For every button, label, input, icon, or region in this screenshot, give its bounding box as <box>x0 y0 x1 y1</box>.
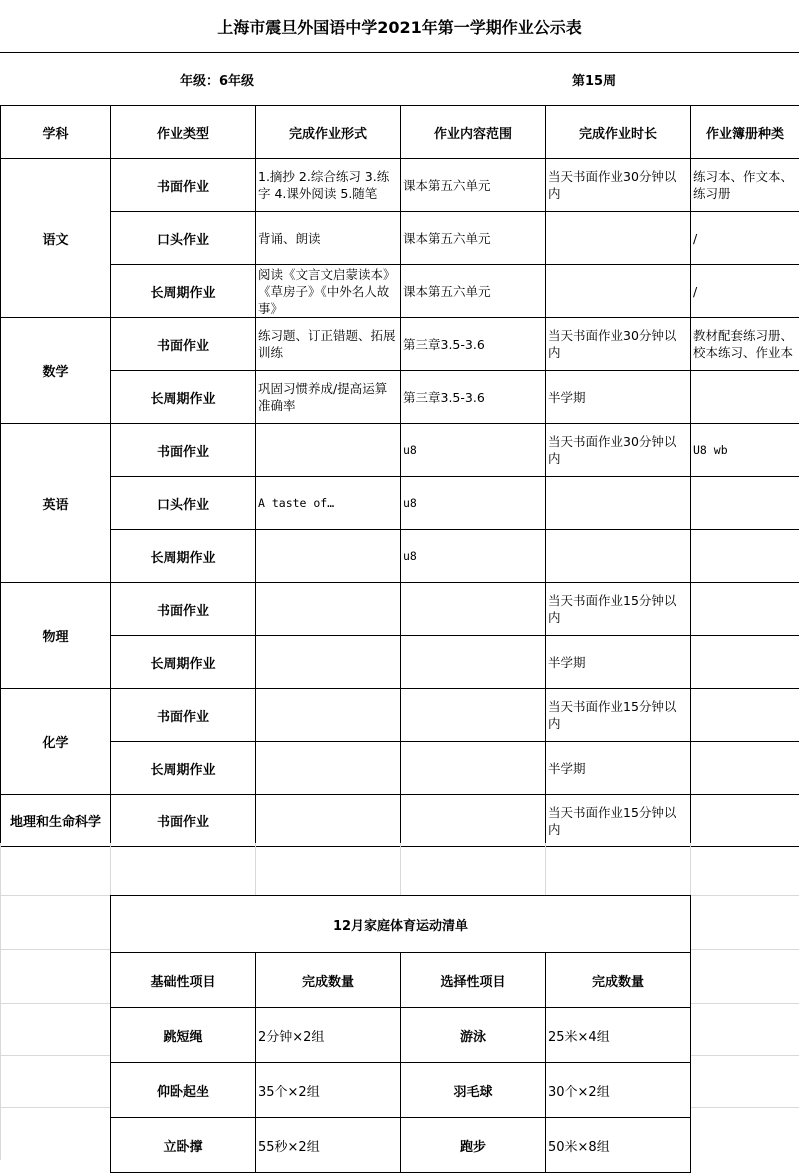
grid-line <box>255 843 256 895</box>
header-cell: 学科 <box>1 106 111 159</box>
scope-cell: 课本第五六单元 <box>401 265 546 318</box>
week-label: 第15周 <box>572 70 616 89</box>
scope-cell: u8 <box>401 477 546 530</box>
grid-line <box>400 843 401 895</box>
scope-cell: u8 <box>401 530 546 583</box>
book-cell: / <box>691 265 799 318</box>
book-cell <box>691 530 799 583</box>
table-row <box>1 265 799 318</box>
form-cell <box>256 424 401 477</box>
form-cell: 巩固习惯养成/提高运算准确率 <box>256 371 401 424</box>
table-row <box>1 212 799 265</box>
table-row <box>1 583 799 636</box>
time-cell <box>546 265 691 318</box>
type-cell: 书面作业 <box>111 689 256 742</box>
scope-cell <box>401 689 546 742</box>
time-cell: 半学期 <box>546 636 691 689</box>
book-cell: 教材配套练习册、校本练习、作业本 <box>691 318 799 371</box>
grade-label: 年级：6年级 <box>180 70 254 89</box>
table-row <box>1 636 799 689</box>
subject-cell: 数学 <box>1 318 111 424</box>
book-cell <box>691 371 799 424</box>
time-cell: 当天书面作业15分钟以内 <box>546 689 691 742</box>
book-cell: 练习本、作文本、练习册 <box>691 159 799 212</box>
time-cell: 当天书面作业30分钟以内 <box>546 424 691 477</box>
table-row <box>1 530 799 583</box>
optional-amount: 25米×4组 <box>546 1008 691 1063</box>
scope-cell <box>401 636 546 689</box>
scope-cell <box>401 795 546 847</box>
table-row <box>1 742 799 795</box>
book-cell: U8 wb <box>691 424 799 477</box>
table-row <box>1 424 799 477</box>
sport-row <box>111 1008 691 1063</box>
book-cell <box>691 636 799 689</box>
header-cell: 作业簿册种类 <box>691 106 799 159</box>
basic-amount: 35个×2组 <box>256 1063 401 1118</box>
sport-caption: 12月家庭体育运动清单 <box>111 896 691 953</box>
time-cell <box>546 530 691 583</box>
optional-item: 跑步 <box>401 1118 546 1173</box>
type-cell: 口头作业 <box>111 212 256 265</box>
grid-line <box>0 1003 110 1004</box>
subject-cell: 英语 <box>1 424 111 583</box>
sport-table <box>110 895 691 1173</box>
form-cell <box>256 689 401 742</box>
subject-cell: 物理 <box>1 583 111 689</box>
time-cell: 当天书面作业15分钟以内 <box>546 795 691 847</box>
sport-header-cell: 完成数量 <box>256 953 401 1008</box>
type-cell: 书面作业 <box>111 583 256 636</box>
table-row <box>1 689 799 742</box>
basic-item: 仰卧起坐 <box>111 1063 256 1118</box>
grid-line <box>0 1107 110 1108</box>
type-cell: 书面作业 <box>111 159 256 212</box>
book-cell <box>691 477 799 530</box>
grid-line <box>545 843 546 895</box>
page-title: 上海市震旦外国语中学2021年第一学期作业公示表 <box>0 0 799 53</box>
type-cell: 长周期作业 <box>111 371 256 424</box>
table-row <box>1 159 799 212</box>
form-cell: A taste of… <box>256 477 401 530</box>
type-cell: 长周期作业 <box>111 636 256 689</box>
sport-header-cell: 完成数量 <box>546 953 691 1008</box>
subject-cell: 地理和生命科学 <box>1 795 111 847</box>
book-cell <box>691 583 799 636</box>
sport-caption-row <box>111 896 691 953</box>
homework-table <box>0 105 799 847</box>
time-cell <box>546 477 691 530</box>
table-row <box>1 795 799 847</box>
sport-header-cell: 基础性项目 <box>111 953 256 1008</box>
optional-item: 游泳 <box>401 1008 546 1063</box>
basic-amount: 55秒×2组 <box>256 1118 401 1173</box>
sport-row <box>111 1063 691 1118</box>
form-cell <box>256 742 401 795</box>
time-cell: 半学期 <box>546 371 691 424</box>
type-cell: 长周期作业 <box>111 265 256 318</box>
book-cell <box>691 689 799 742</box>
table-row <box>1 371 799 424</box>
grid-line <box>690 1107 799 1108</box>
optional-amount: 30个×2组 <box>546 1063 691 1118</box>
scope-cell: 第三章3.5-3.6 <box>401 371 546 424</box>
type-cell: 口头作业 <box>111 477 256 530</box>
sport-row <box>111 1118 691 1173</box>
meta-row <box>0 52 799 106</box>
basic-item: 跳短绳 <box>111 1008 256 1063</box>
form-cell: 1.摘抄 2.综合练习 3.练字 4.课外阅读 5.随笔 <box>256 159 401 212</box>
type-cell: 长周期作业 <box>111 742 256 795</box>
grid-line <box>690 1055 799 1056</box>
optional-item: 羽毛球 <box>401 1063 546 1118</box>
time-cell: 当天书面作业30分钟以内 <box>546 318 691 371</box>
grid-line <box>0 843 1 1160</box>
scope-cell: u8 <box>401 424 546 477</box>
form-cell <box>256 530 401 583</box>
subject-cell: 化学 <box>1 689 111 795</box>
form-cell: 阅读《文言文启蒙读本》《草房子》《中外名人故事》 <box>256 265 401 318</box>
scope-cell: 第三章3.5-3.6 <box>401 318 546 371</box>
grid-line <box>690 1003 799 1004</box>
table-row <box>1 477 799 530</box>
scope-cell: 课本第五六单元 <box>401 159 546 212</box>
header-row <box>1 106 799 159</box>
sport-header-row <box>111 953 691 1008</box>
basic-amount: 2分钟×2组 <box>256 1008 401 1063</box>
form-cell <box>256 636 401 689</box>
type-cell: 长周期作业 <box>111 530 256 583</box>
header-cell: 完成作业时长 <box>546 106 691 159</box>
header-cell: 完成作业形式 <box>256 106 401 159</box>
type-cell: 书面作业 <box>111 318 256 371</box>
subject-cell: 语文 <box>1 159 111 318</box>
time-cell: 当天书面作业30分钟以内 <box>546 159 691 212</box>
form-cell: 练习题、订正错题、拓展训练 <box>256 318 401 371</box>
header-cell: 作业类型 <box>111 106 256 159</box>
form-cell: 背诵、朗读 <box>256 212 401 265</box>
basic-item: 立卧撑 <box>111 1118 256 1173</box>
time-cell: 半学期 <box>546 742 691 795</box>
grid-line <box>0 949 110 950</box>
time-cell <box>546 212 691 265</box>
grid-line <box>0 1055 110 1056</box>
sport-header-cell: 选择性项目 <box>401 953 546 1008</box>
time-cell: 当天书面作业15分钟以内 <box>546 583 691 636</box>
form-cell <box>256 583 401 636</box>
form-cell <box>256 795 401 847</box>
scope-cell <box>401 583 546 636</box>
header-cell: 作业内容范围 <box>401 106 546 159</box>
scope-cell: 课本第五六单元 <box>401 212 546 265</box>
grid-line <box>110 843 111 895</box>
book-cell: / <box>691 212 799 265</box>
grid-line <box>690 949 799 950</box>
type-cell: 书面作业 <box>111 424 256 477</box>
table-row <box>1 318 799 371</box>
scope-cell <box>401 742 546 795</box>
book-cell <box>691 795 799 847</box>
type-cell: 书面作业 <box>111 795 256 847</box>
optional-amount: 50米×8组 <box>546 1118 691 1173</box>
book-cell <box>691 742 799 795</box>
